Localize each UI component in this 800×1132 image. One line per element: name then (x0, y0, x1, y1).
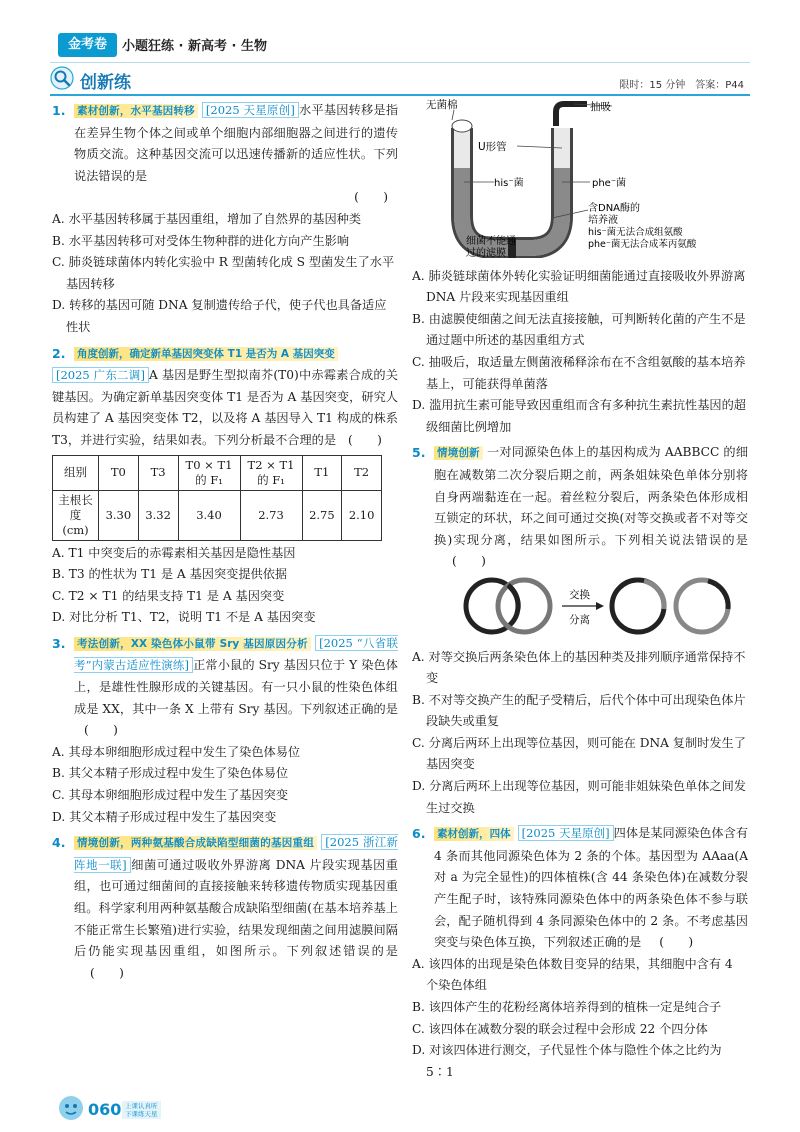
table-cell: 2.73 (240, 490, 302, 540)
question-stem: 水平基因转移是指在差异生物个体之间或单个细胞内部细胞器之间进行的遗传物质交流。这种基因交流可以迅速传播新的适应性状。下列说法错误的是 (74, 103, 399, 183)
question-tag: 情境创新，两种氨基酸合成缺陷型细菌的基因重组 (74, 836, 317, 850)
time-limit-info: 限时：15 分钟 答案：P44 (619, 80, 744, 91)
option-b: B. 该四体产生的花粉经离体培养得到的植株一定是纯合子 (412, 1000, 722, 1014)
option-c: C. 其母本卵细胞形成过程中发生了基因突变 (52, 788, 289, 803)
option-a: A. 其母本卵细胞形成过程中发生了染色体易位 (52, 744, 301, 759)
option-c: C. T2 × T1 的结果支持 T1 是 A 基因突变 (52, 588, 285, 603)
question-stem: A 基因是野生型拟南芥(T0)中赤霉素合成的关键基因。为确定新单基因突变体 T1 是否为 A 基因突变，研究人员构建了 A 基因突变体 T2，以及将 A 基因导入 T1 构成的株系 T3，并进行实验，结果如表。下列分析最不合理的是 (52, 368, 398, 447)
label-medium-1: 含DNA酶的 (588, 203, 641, 214)
label-note-phe: phe⁻菌无法合成苯丙氨酸 (588, 239, 697, 250)
question-5 (412, 442, 748, 819)
answer-paren: ( ) (348, 432, 382, 447)
label-separate: 分离 (569, 613, 590, 626)
option-a: A. 肺炎链球菌体外转化实验证明细菌能通过直接吸收外界游离 DNA 片段来实现基因重组 (412, 268, 746, 305)
right-column (412, 98, 748, 1087)
question-tag: 素材创新，四体 (434, 827, 514, 841)
left-column (52, 100, 398, 988)
question-stem: 正常小鼠的 Sry 基因只位于 Y 染色体上，是雄性性腺形成的关键基因。有一只小鼠的性染色体组成是 XX，其中一条 X 上带有 Sry 基因。下列叙述正确的是 (74, 658, 398, 716)
option-a: A. T1 中突变后的赤霉素相关基因是隐性基因 (52, 545, 296, 560)
table-cell: 3.30 (99, 490, 139, 540)
option-a: A. 该四体的出现是染色体数目变异的结果，其细胞中含有 4 个染色体组 (412, 956, 733, 993)
option-b: B. 不对等交换产生的配子受精后，后代个体中可出现染色体片段缺失或重复 (412, 692, 746, 729)
label-cotton: 无菌棉 (426, 99, 458, 111)
question-number: 3. (52, 635, 66, 651)
question-stem: 细菌可通过吸收外界游离 DNA 片段实现基因重组，也可通过细菌间的直接接触来转移遗传物质实现基因重组。科学家利用两种氨基酸合成缺陷型细菌(在基本培养基上不能正常生长繁殖)进行实验，结果发现细菌之间用滤膜间隔后仍能实现基因重组，如图所示。下列叙述错误的是 (74, 857, 398, 959)
option-d: D. 其父本精子形成过程中发生了基因突变 (52, 809, 277, 824)
label-his: his⁻菌 (494, 178, 524, 189)
table-header-cell: 组别 (53, 455, 99, 490)
table-header-cell: T2 × T1 的 F₁ (240, 455, 302, 490)
option-c: C. 分离后两环上出现等位基因，则可能在 DNA 复制时发生了基因突变 (412, 735, 746, 772)
option-d: D. 对该四体进行测交，子代显性个体与隐性个体之比约为 5∶1 (412, 1043, 722, 1079)
option-b: B. 由滤膜使细菌之间无法直接接触，可判断转化菌的产生不是通过题中所述的基因重组方式 (412, 311, 746, 348)
question-4 (52, 832, 398, 984)
question-stem: 一对同源染色体上的基因构成为 AABBCC 的细胞在减数第二次分裂后期之前，两条姐妹染色单体分别将自身两端黏连在一起。着丝粒分裂后，两条染色体形成相互锁定的环状，环之间可通过交换(对等交换或者不对等交换)实现分离，结果如图所示。下列相关说法错误的是 (434, 445, 749, 547)
option-b: B. 水平基因转移可对受体生物种群的进化方向产生影响 (52, 233, 350, 248)
series-title: 小题狂练 · 新高考 · 生物 (122, 39, 267, 54)
suction-pipe (556, 104, 587, 126)
option-d: D. 对比分析 T1、T2，说明 T1 不是 A 基因突变 (52, 610, 316, 625)
answer-paren: ( ) (659, 935, 694, 950)
page-number: 060 (88, 1100, 122, 1119)
label-filter-2: 过的滤膜 (466, 248, 506, 258)
question-number: 1. (52, 103, 66, 118)
question-source: [2025 天星原创] (202, 102, 299, 118)
section-divider (50, 94, 750, 96)
ring-chromosome (498, 580, 550, 632)
table-header-cell: T0 × T1 的 F₁ (178, 455, 240, 490)
question-tag: 角度创新，确定新单基因突变体 T1 是否为 A 基因突变 (74, 347, 338, 361)
ring-exchange-figure (412, 573, 748, 639)
table-header-cell: T0 (99, 455, 139, 490)
table-header-cell: T1 (302, 455, 342, 490)
answer-paren: ( ) (452, 554, 486, 569)
question-source: [2025 广东二调] (52, 367, 149, 383)
header-divider (50, 62, 750, 63)
u-tube-figure (412, 98, 748, 258)
question-number: 2. (52, 345, 66, 361)
question-tag: 素材创新，水平基因转移 (74, 104, 198, 118)
question-number: 6. (412, 826, 426, 842)
option-b: B. T3 的性状为 T1 是 A 基因突变提供依据 (52, 567, 288, 582)
label-phe: phe⁻菌 (592, 178, 627, 189)
table-row (53, 490, 382, 540)
label-note-his: his⁻菌无法合成组氨酸 (588, 227, 683, 238)
answer-paren: ( ) (354, 190, 388, 205)
cotton-plug (452, 120, 472, 132)
magnifier-icon (50, 66, 74, 90)
label-u-tube: U形管 (478, 141, 507, 153)
option-b: B. 其父本精子形成过程中发生了染色体易位 (52, 766, 289, 781)
question-number: 5. (412, 445, 426, 461)
option-a: A. 对等交换后两条染色体上的基因种类及排列顺序通常保持不变 (412, 649, 746, 686)
option-c: C. 抽吸后，取适量左侧菌液稀释涂布在不含组氨酸的基本培养基上，可能获得单菌落 (412, 354, 746, 391)
answer-paren: ( ) (84, 723, 118, 738)
question-source: [2025 “八省联考”内蒙古适应性演练] (74, 635, 398, 673)
question-number: 4. (52, 835, 66, 851)
table-header-row (53, 455, 382, 490)
table-row-label: 主根长度(cm) (53, 490, 99, 540)
question-tag: 情境创新 (434, 446, 483, 460)
option-c: C. 肺炎链球菌体内转化实验中 R 型菌转化成 S 型菌发生了水平基因转移 (52, 255, 395, 291)
question-stem: 四体是某同源染色体含有 4 条而其他同源染色体为 2 条的个体。基因型为 AAaa(A 对 a 为完全显性)的四体植株(含 44 条染色体)在减数分裂产生配子时，该特殊同源染色体中的两条染色体不参与联会，配子随机得到 4 条同源染色体中的 2 条。不考虑基因突变与染色体互换，下列叙述正确的是 (434, 826, 749, 950)
table-header-cell: T3 (138, 455, 178, 490)
question-source: [2025 天星原创] (518, 825, 614, 841)
data-table (52, 455, 382, 541)
option-d: D. 转移的基因可随 DNA 复制遗传给子代，使子代也具备适应性状 (52, 298, 387, 334)
question-source: [2025 浙江新阵地一联] (74, 835, 399, 872)
option-d: D. 滥用抗生素可能导致因重组而含有多种抗生素抗性基因的超级细菌比例增加 (412, 398, 746, 434)
table-header-cell: T2 (342, 455, 382, 490)
question-1 (52, 100, 398, 339)
question-2 (52, 343, 398, 629)
question-4-options (412, 266, 748, 439)
brand-tag: 金考卷 (58, 33, 117, 57)
table-cell: 3.40 (178, 490, 240, 540)
option-d: D. 分离后两环上出现等位基因，则可能非姐妹染色单体之间发生过交换 (412, 779, 746, 815)
footer-slogan: 上课认真听 下课练天星 (122, 1101, 161, 1119)
mascot-icon (56, 1092, 86, 1122)
label-medium-2: 培养液 (588, 215, 618, 226)
option-c: C. 该四体在减数分裂的联会过程中会形成 22 个四分体 (412, 1021, 708, 1036)
label-filter-1: 细菌不能通 (466, 236, 516, 247)
table-cell: 2.75 (302, 490, 342, 540)
option-a: A. 水平基因转移属于基因重组，增加了自然界的基因种类 (52, 211, 362, 226)
label-suction: 抽吸 (590, 101, 611, 113)
question-tag: 考法创新，XX 染色体小鼠带 Sry 基因原因分析 (74, 637, 311, 651)
table-cell: 2.10 (342, 490, 382, 540)
question-6 (412, 823, 748, 1083)
label-exchange: 交换 (569, 588, 590, 601)
section-title: 创新练 (80, 73, 131, 93)
question-3 (52, 633, 398, 828)
answer-paren: ( ) (90, 965, 124, 980)
table-cell: 3.32 (138, 490, 178, 540)
